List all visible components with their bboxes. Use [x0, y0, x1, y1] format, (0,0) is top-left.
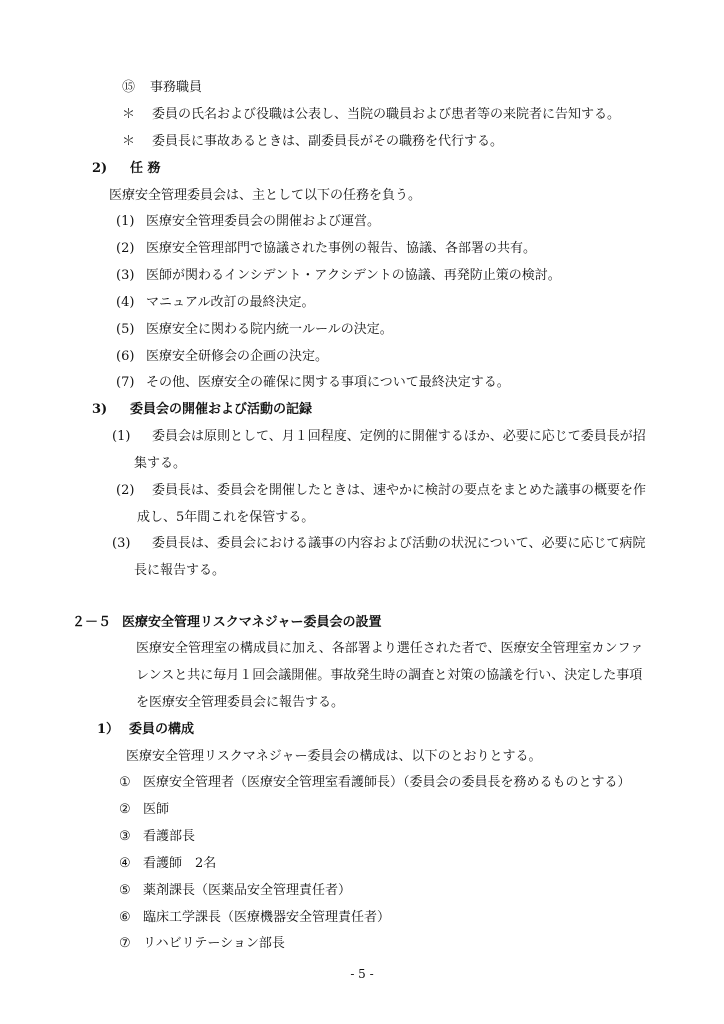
section-heading [97, 722, 194, 738]
paragraph: 医療安全管理委員会は、主として以下の任務を負う。 [109, 188, 422, 203]
page-number: - 5 - [350, 967, 374, 981]
list-text: 医療安全管理部門で協議された事例の報告、協議、各部署の共有。 [146, 241, 537, 256]
list-item [119, 883, 351, 899]
list-text: 看護部長 [143, 829, 196, 844]
list-marker: ⑦ [119, 936, 131, 951]
list-item [116, 268, 561, 284]
section-heading [92, 402, 312, 418]
heading-text: 委員会の開催および活動の記録 [130, 402, 313, 417]
list-marker: (3) [116, 268, 135, 283]
list-marker: ① [119, 775, 131, 790]
list-marker: (3) [112, 536, 131, 551]
list-item [119, 802, 169, 818]
list-marker: (6) [116, 349, 135, 364]
list-marker: ＊ [122, 107, 136, 122]
section-title [72, 615, 381, 631]
list-text: リハビリテーション部長 [143, 936, 285, 951]
list-text-continuation: 集する。 [134, 456, 187, 471]
list-marker: (1) [112, 429, 131, 444]
list-text: マニュアル改訂の最終決定。 [146, 295, 315, 310]
list-item [119, 936, 285, 952]
list-text: 医師 [143, 802, 170, 817]
paragraph-line: 医療安全管理室の構成員に加え、各部署より選任された者で、医療安全管理室カンファ [136, 641, 644, 656]
list-marker: (1) [116, 214, 135, 229]
list-text: 委員会は原則として、月１回程度、定例的に開催するほか、必要に応じて委員長が招 [152, 429, 646, 444]
list-text: 医療安全管理委員会の開催および運営。 [146, 214, 381, 229]
list-marker: ⑤ [119, 883, 131, 898]
heading-number: 2) [92, 161, 108, 176]
list-marker: ⑮ [122, 80, 136, 95]
heading-text: 任 務 [130, 161, 161, 176]
section-title-text: 医療安全管理リスクマネジャー委員会の設置 [122, 615, 382, 630]
list-item [112, 429, 646, 445]
list-item [116, 483, 646, 499]
list-marker: ⑥ [119, 910, 131, 925]
section-number: ２－５ [72, 615, 112, 630]
list-item [116, 241, 536, 257]
list-item [116, 322, 393, 338]
list-text: 医療安全管理者（医療安全管理室看護師長）（委員会の委員長を務めるものとする） [143, 775, 631, 790]
list-marker: ＊ [122, 134, 136, 149]
paragraph: 医療安全管理リスクマネジャー委員会の構成は、以下のとおりとする。 [126, 749, 542, 764]
heading-number: 1） [97, 722, 120, 737]
list-item [112, 536, 645, 552]
list-marker: (5) [116, 322, 135, 337]
list-item [119, 775, 631, 791]
list-text: 薬剤課長（医薬品安全管理責任者） [143, 883, 352, 898]
list-item [119, 910, 390, 926]
paragraph-line: レンスと共に毎月１回会議開催。事故発生時の調査と対策の協議を行い、決定した事項 [136, 668, 643, 683]
section-heading [92, 161, 161, 177]
list-marker: ③ [119, 829, 131, 844]
list-text: 医療安全に関わる院内統一ルールの決定。 [146, 322, 393, 337]
list-item [116, 295, 314, 311]
list-marker: ④ [119, 856, 131, 871]
list-item [122, 107, 620, 123]
list-text-continuation: 成し、5年間これを保管する。 [137, 510, 315, 525]
list-marker: ② [119, 802, 131, 817]
list-item [122, 80, 202, 96]
list-text-continuation: 長に報告する。 [134, 563, 226, 578]
list-item [116, 375, 510, 391]
list-text: その他、医療安全の確保に関する事項について最終決定する。 [146, 375, 510, 390]
list-text: 看護師 2名 [143, 856, 217, 871]
list-item [119, 829, 195, 845]
heading-text: 委員の構成 [129, 722, 195, 737]
list-item [116, 349, 328, 365]
list-text: 委員長は、委員会における議事の内容および活動の状況について、必要に応じて病院 [152, 536, 646, 551]
list-item [119, 856, 216, 872]
list-text: 委員長は、委員会を開催したときは、速やかに検討の要点をまとめた議事の概要を作 [152, 483, 647, 498]
list-marker: (2) [116, 241, 135, 256]
list-text: 事務職員 [150, 80, 203, 95]
list-text: 委員長に事故あるときは、副委員長がその職務を代行する。 [152, 134, 504, 149]
list-marker: (4) [116, 295, 135, 310]
list-item [122, 134, 503, 150]
paragraph-line: を医療安全管理委員会に報告する。 [136, 695, 345, 710]
list-text: 医療安全研修会の企画の決定。 [146, 349, 329, 364]
list-text: 医師が関わるインシデント・アクシデントの協議、再発防止策の検討。 [146, 268, 561, 283]
list-item [116, 214, 380, 230]
list-text: 委員の氏名および役職は公表し、当院の職員および患者等の来院者に告知する。 [152, 107, 621, 122]
list-marker: (2) [116, 483, 135, 498]
list-text: 臨床工学課長（医療機器安全管理責任者） [143, 910, 391, 925]
list-marker: (7) [116, 375, 135, 390]
heading-number: 3) [92, 402, 108, 417]
